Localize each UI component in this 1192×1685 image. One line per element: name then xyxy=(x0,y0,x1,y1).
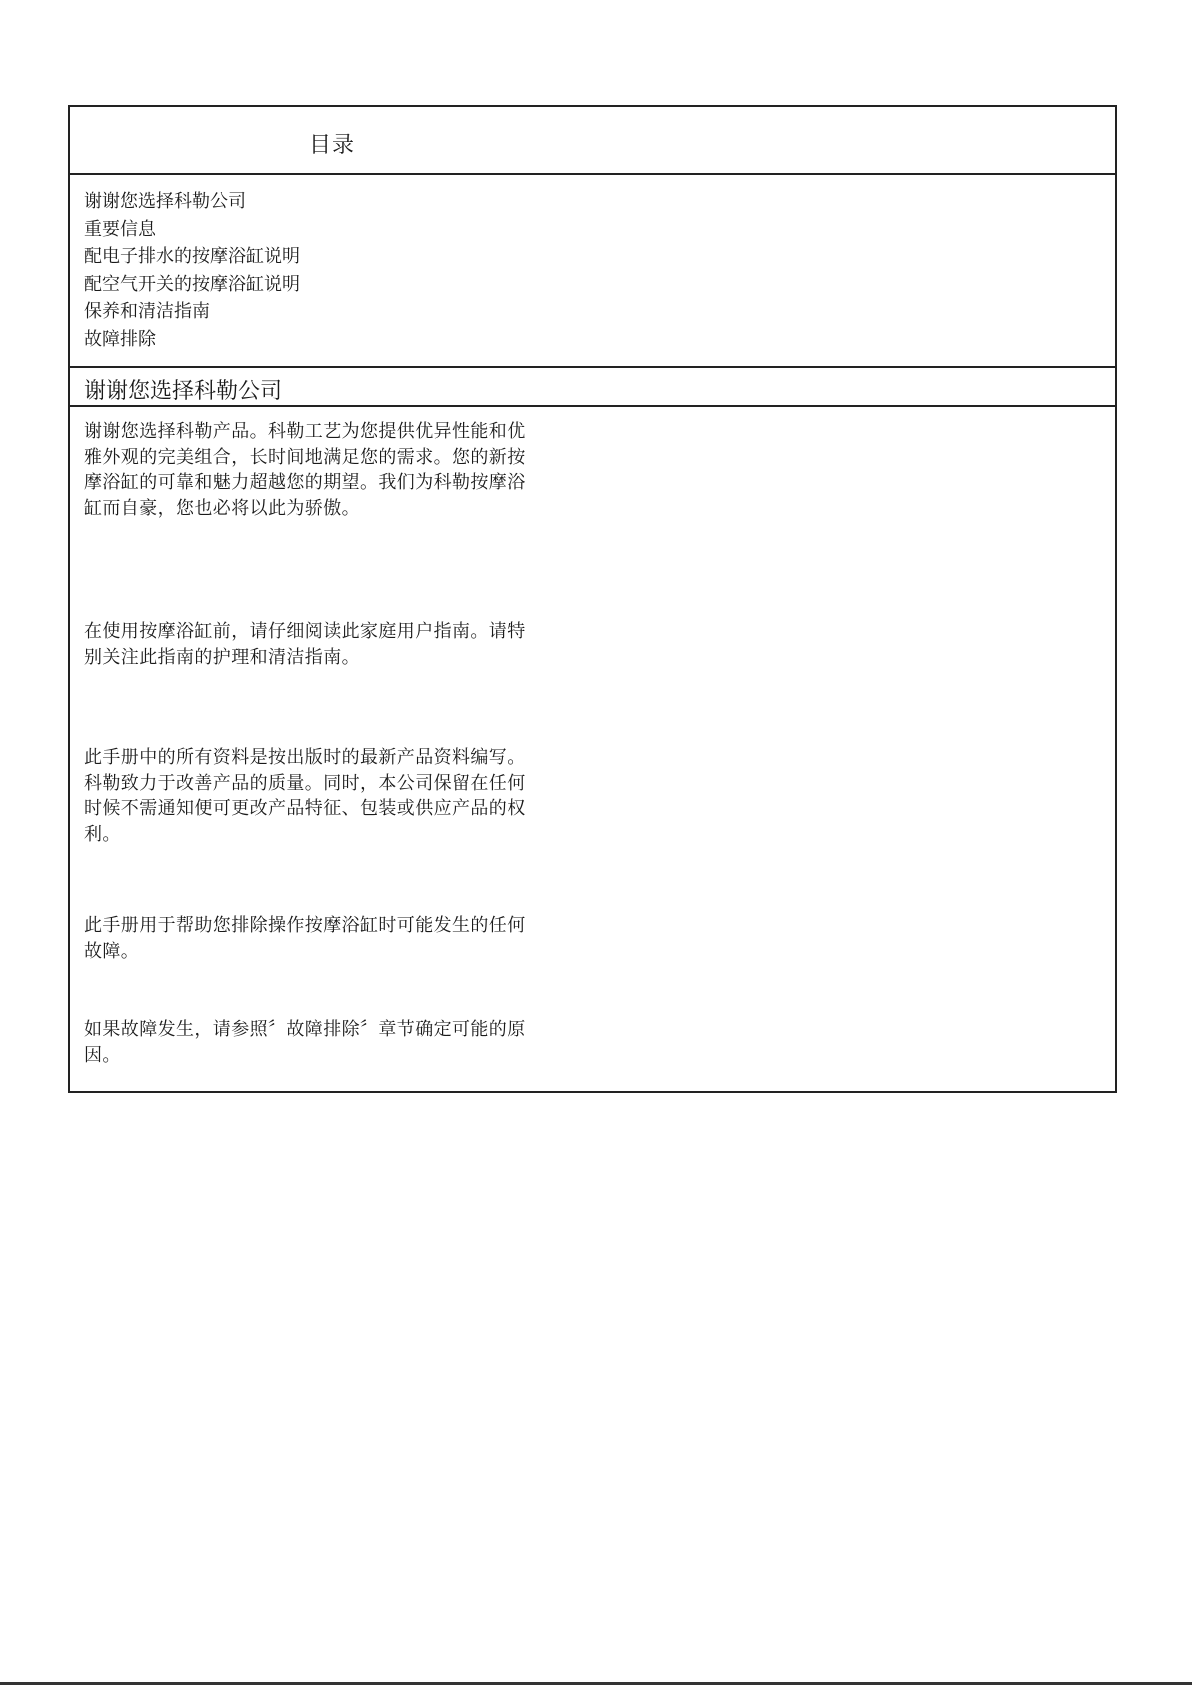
toc-list xyxy=(70,175,1115,368)
toc-title: 目录 xyxy=(309,133,356,158)
paragraph-read-guide: 在使用按摩浴缸前，请仔细阅读此家庭用户指南。请特 别关注此指南的护理和清洁指南。 xyxy=(84,621,526,668)
toc-item[interactable]: 配空气开关的按摩浴缸说明 xyxy=(84,273,300,295)
paragraph-product-info: 此手册中的所有资料是按出版时的最新产品资料编写。 科勒致力于改善产品的质量。同时，本公司保留在任何 时候不需通知便可更改产品特征、包装或供应产品的权 利。 xyxy=(84,747,526,845)
toc-item[interactable]: 配电子排水的按摩浴缸说明 xyxy=(84,246,300,267)
toc-item[interactable]: 重要信息 xyxy=(84,218,156,240)
toc-item[interactable]: 故障排除 xyxy=(84,328,156,350)
section-body xyxy=(70,407,1115,1091)
paragraph-manual-purpose: 此手册用于帮助您排除操作按摩浴缸时可能发生的任何 故障。 xyxy=(84,915,526,962)
section-heading: 谢谢您选择科勒公司 xyxy=(70,368,1115,407)
document-frame xyxy=(68,105,1117,1093)
toc-item[interactable]: 谢谢您选择科勒公司 xyxy=(84,191,246,212)
paragraph-intro: 谢谢您选择科勒产品。科勒工艺为您提供优异性能和优 雅外观的完美组合，长时间地满足您的需求。您的新按 摩浴缸的可靠和魅力超越您的期望。我们为科勒按摩浴 缸而自豪，您也必将以此为骄傲。 xyxy=(84,421,526,519)
toc-header xyxy=(70,107,1115,175)
toc-item[interactable]: 保养和清洁指南 xyxy=(84,301,210,322)
paragraph-troubleshoot: 如果故障发生，请参照〞故障排除〞章节确定可能的原 因。 xyxy=(84,1019,526,1066)
